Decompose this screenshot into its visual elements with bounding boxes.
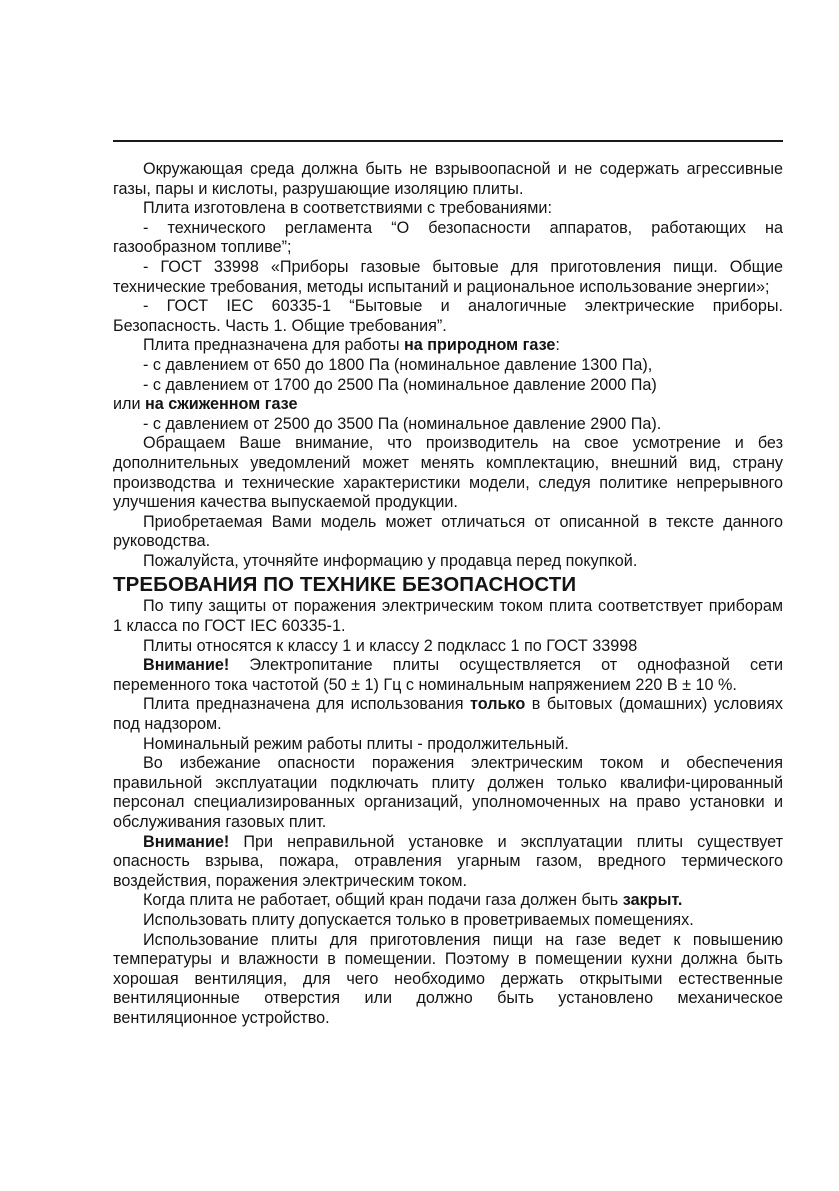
pressure-line-2: - с давлением от 1700 до 2500 Па (номинальное давление 2000 Па) — [143, 375, 657, 394]
closed-emphasis: закрыт. — [622, 891, 683, 910]
safety-paragraph-danger: Внимание! При неправильной установке и эксплуатации плиты существует опасность взрыва, пожара, отравления угарным газом, вредного термического воздействия, поражения электрическим током. — [113, 832, 783, 890]
intro-paragraph-compliance: Плита изготовлена в соответствиями с требованиями: — [143, 199, 552, 218]
pressure-line-1: - с давлением от 650 до 1800 Па (номинальное давление 1300 Па), — [143, 355, 653, 374]
only-emphasis: только — [470, 695, 526, 714]
safety-paragraph-installation: Во избежание опасности поражения электрическим током и обеспечения правильной эксплуатации подключать плиту должен только квалифи-цированный персонал специализированных организаций, уполномоченных на право установки и обслуживания газовых плит. — [113, 754, 783, 831]
safety-paragraph-ventilated: Использовать плиту допускается только в проветриваемых помещениях. — [143, 910, 694, 929]
natural-gas-emphasis: на природном газе — [403, 336, 556, 355]
intro-paragraph-regulation: - технического регламента “О безопасности аппаратов, работающих на газообразном топливе”; — [113, 218, 783, 257]
intro-paragraph-gost-iec: - ГОСТ IEC 60335-1 “Бытовые и аналогичные электрические приборы. Безопасность. Часть 1. Общие требования”. — [113, 297, 783, 335]
section-heading: ТРЕБОВАНИЯ ПО ТЕХНИКЕ БЕЗОПАСНОСТИ — [113, 573, 577, 597]
safety-paragraph-mode: Номинальный режим работы плиты - продолжительный. — [143, 734, 569, 753]
intro-paragraph-model: Приобретаемая Вами модель может отличаться от описанной в тексте данного руководства. — [113, 512, 783, 551]
document-body — [113, 160, 783, 1029]
safety-paragraph-protection-class: По типу защиты от поражения электрическим током плита соответствует приборам 1 класса по ГОСТ IEC 60335-1. — [113, 597, 783, 636]
safety-paragraph-gas-valve: Когда плита не работает, общий кран подачи газа должен быть закрыт. — [143, 891, 683, 910]
safety-paragraph-household: Плита предназначена для использования только в бытовых (домашних) условиях под надзором. — [113, 695, 783, 734]
warning-label: Внимание! — [143, 832, 230, 851]
intro-paragraph-seller: Пожалуйста, уточняйте информацию у продавца перед покупкой. — [143, 551, 638, 570]
lpg-emphasis: на сжиженном газе — [145, 395, 298, 414]
intro-paragraph-gost-33998: - ГОСТ 33998 «Приборы газовые бытовые для приготовления пищи. Общие технические требования, методы испытаний и рациональное использование энергии»; — [113, 257, 783, 296]
safety-paragraph-ventilation: Использование плиты для приготовления пищи на газе ведет к повышению температуры и влажности в помещении. Поэтому в помещении кухни должна быть хорошая вентиляция, для чего необходимо держать открытыми естественные вентиляционные отверстия или должно быть установлено механическое вентиляционное устройство. — [113, 930, 783, 1027]
warning-label: Внимание! — [143, 656, 230, 675]
safety-paragraph-classes: Плиты относятся к классу 1 и классу 2 подкласс 1 по ГОСТ 33998 — [143, 636, 638, 655]
safety-paragraph-power: Внимание! Электропитание плиты осуществляется от однофазной сети переменного тока частотой (50 ± 1) Гц с номинальным напряжением 220 В ± 10 %. — [113, 656, 783, 694]
intro-paragraph-natural-gas: Плита предназначена для работы на природном газе: — [143, 336, 560, 355]
intro-paragraph-manufacturer: Обращаем Ваше внимание, что производитель на свое усмотрение и без дополнительных уведомлений может менять комплектацию, внешний вид, страну производства и технические характеристики модели, следуя политике непрерывного улучшения качества выпускаемой продукции. — [113, 434, 783, 512]
intro-paragraph-environment: Окружающая среда должна быть не взрывоопасной и не содержать агрессивные газы, пары и кислоты, разрушающие изоляцию плиты. — [113, 160, 783, 198]
intro-paragraph-lpg: или на сжиженном газе — [113, 395, 298, 414]
pressure-line-3: - с давлением от 2500 до 3500 Па (номинальное давление 2900 Па). — [143, 414, 662, 433]
header-rule — [113, 140, 783, 142]
